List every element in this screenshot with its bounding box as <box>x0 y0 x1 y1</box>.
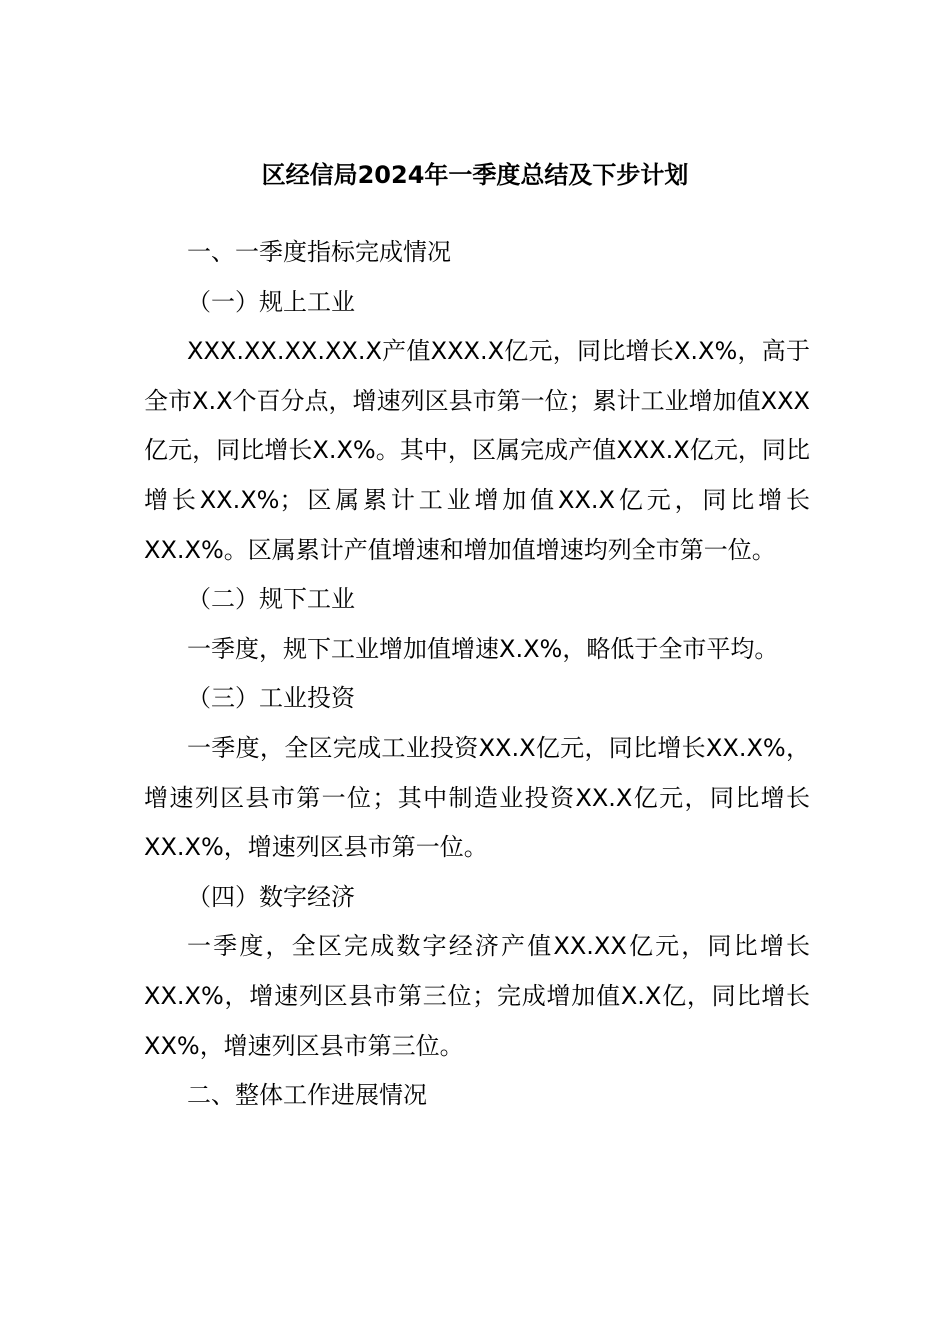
body-paragraph: 一季度，全区完成工业投资XX.X亿元，同比增长XX.X%，增速列区县市第一位；其中制造业投资XX.X亿元，同比增长XX.X%，增速列区县市第一位。 <box>144 733 810 862</box>
document-title: 区经信局2024年一季度总结及下步计划 <box>261 161 689 189</box>
document-body <box>144 228 810 1121</box>
subsection-heading: （一）规上工业 <box>187 287 355 316</box>
subsection-heading: （三）工业投资 <box>187 684 355 713</box>
subsection-heading: （二）规下工业 <box>187 585 355 614</box>
section-heading: 一、一季度指标完成情况 <box>187 238 451 266</box>
body-paragraph: XXX.XX.XX.XX.X产值XXX.X亿元，同比增长X.X%，高于全市X.X个百分点，增速列区县市第一位；累计工业增加值XXX亿元，同比增长X.X%。其中，区属完成产值XXX.X亿元，同比增长XX.X%；区属累计工业增加值XX.X亿元，同比增长XX.X%。区属累计产值增速和增加值增速均列全市第一位。 <box>144 337 810 564</box>
section-heading: 二、整体工作进展情况 <box>187 1081 427 1110</box>
body-paragraph: 一季度，规下工业增加值增速X.X%，略低于全市平均。 <box>187 634 779 663</box>
subsection-heading: （四）数字经济 <box>187 882 355 911</box>
body-paragraph: 一季度，全区完成数字经济产值XX.XX亿元，同比增长XX.X%，增速列区县市第三位；完成增加值X.X亿，同比增长XX%，增速列区县市第三位。 <box>144 932 810 1060</box>
